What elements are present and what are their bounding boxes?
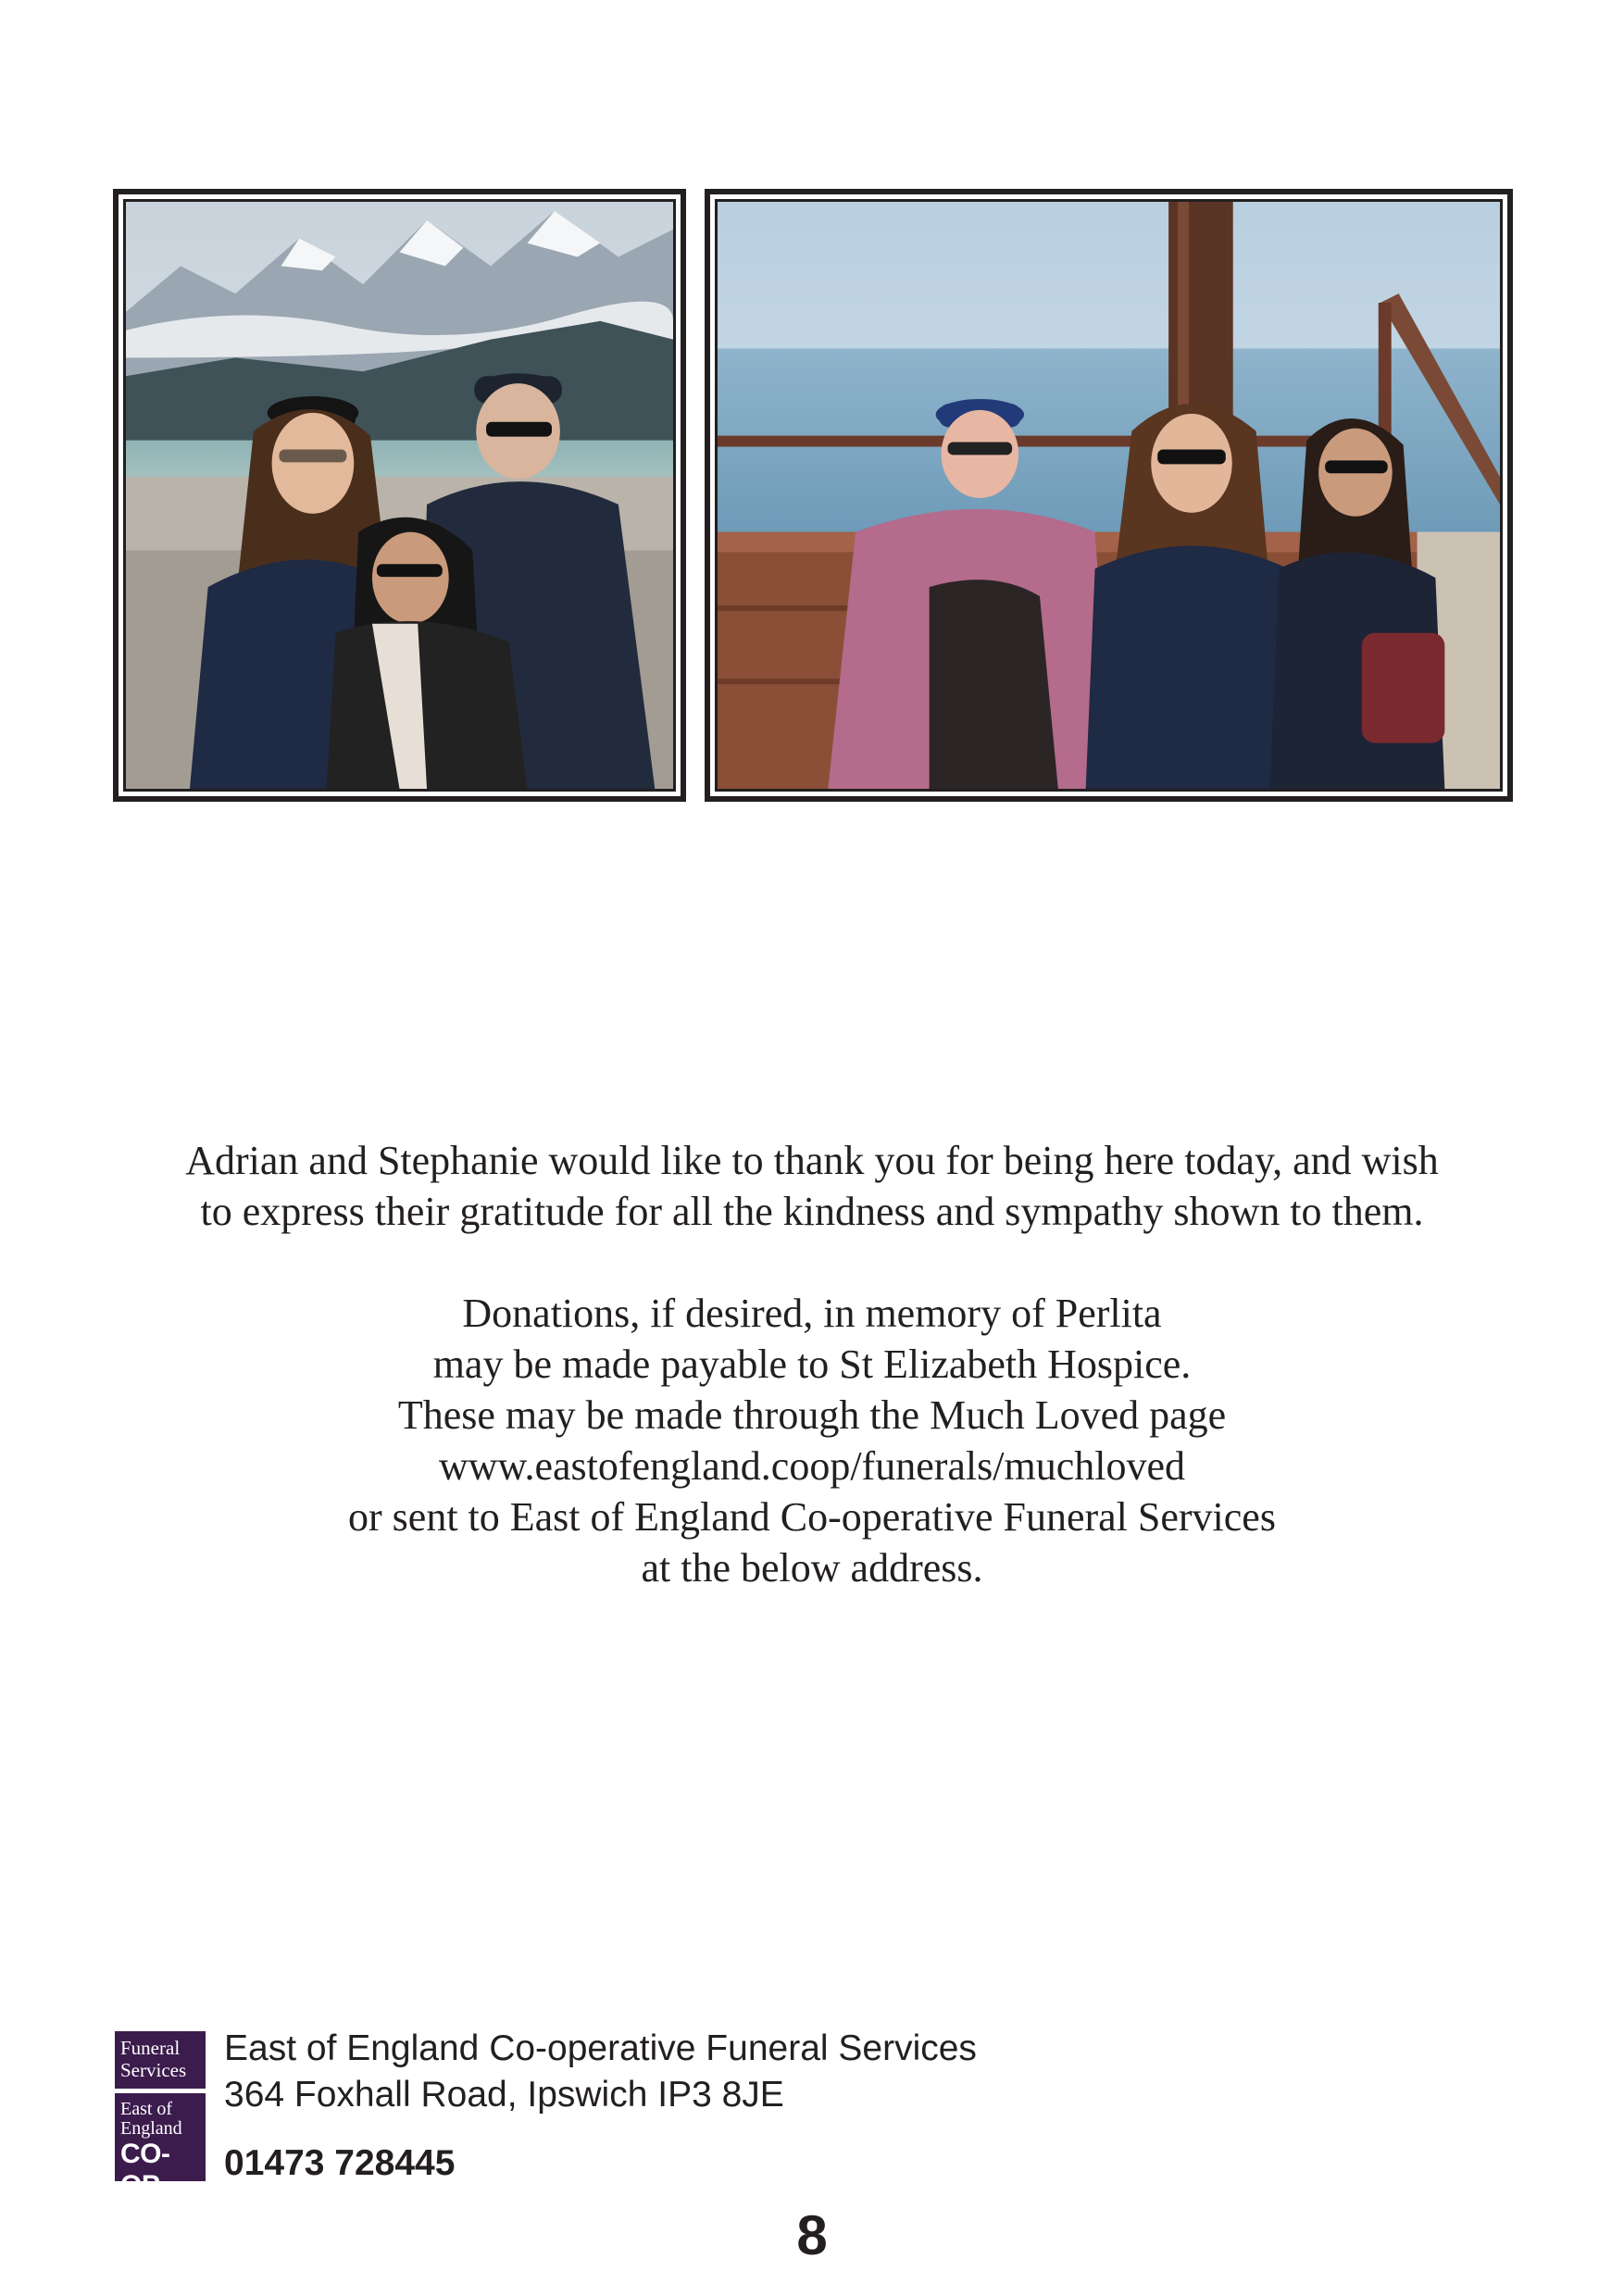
logo-coop-wordmark: CO-OP — [120, 2139, 170, 2201]
organisation-phone: 01473 728445 — [224, 2143, 456, 2183]
organisation-address: 364 Foxhall Road, Ipswich IP3 8JE — [224, 2075, 784, 2115]
logo-funeral-services-block — [115, 2031, 206, 2089]
logo-text-line: East of — [120, 2099, 173, 2119]
logo-text-line: England — [120, 2118, 182, 2139]
thank-you-message — [74, 1135, 1550, 1237]
donations-url: www.eastofengland.coop/funerals/muchloved — [438, 1443, 1185, 1489]
thank-you-line: to express their gratitude for all the kindness and sympathy shown to them. — [200, 1189, 1424, 1234]
donations-line: at the below address. — [641, 1545, 983, 1591]
logo-text-line: Services — [120, 2059, 187, 2081]
photo-boat-family — [715, 199, 1503, 792]
logo-text-line: Funeral — [120, 2037, 181, 2059]
donations-line: or sent to East of England Co-operative Funeral Services — [348, 1494, 1276, 1540]
photo-mountains-family — [123, 199, 676, 792]
thank-you-line: Adrian and Stephanie would like to thank you for being here today, and wish — [185, 1138, 1439, 1183]
funeral-services-coop-logo — [115, 2031, 206, 2201]
photo-boat-image — [718, 202, 1500, 789]
photo-frame-left — [113, 189, 686, 802]
organisation-name: East of England Co-operative Funeral Services — [224, 2028, 977, 2068]
photo-frame-right — [705, 189, 1513, 802]
donations-line: Donations, if desired, in memory of Perlita — [462, 1291, 1162, 1336]
donations-line: These may be made through the Much Loved page — [397, 1392, 1227, 1438]
logo-east-of-england-block — [115, 2093, 206, 2201]
donations-line: may be made payable to St Elizabeth Hospice. — [432, 1341, 1192, 1387]
donations-message — [74, 1288, 1550, 1593]
photo-mountains-image — [126, 202, 673, 789]
page-number: 8 — [796, 2204, 828, 2266]
